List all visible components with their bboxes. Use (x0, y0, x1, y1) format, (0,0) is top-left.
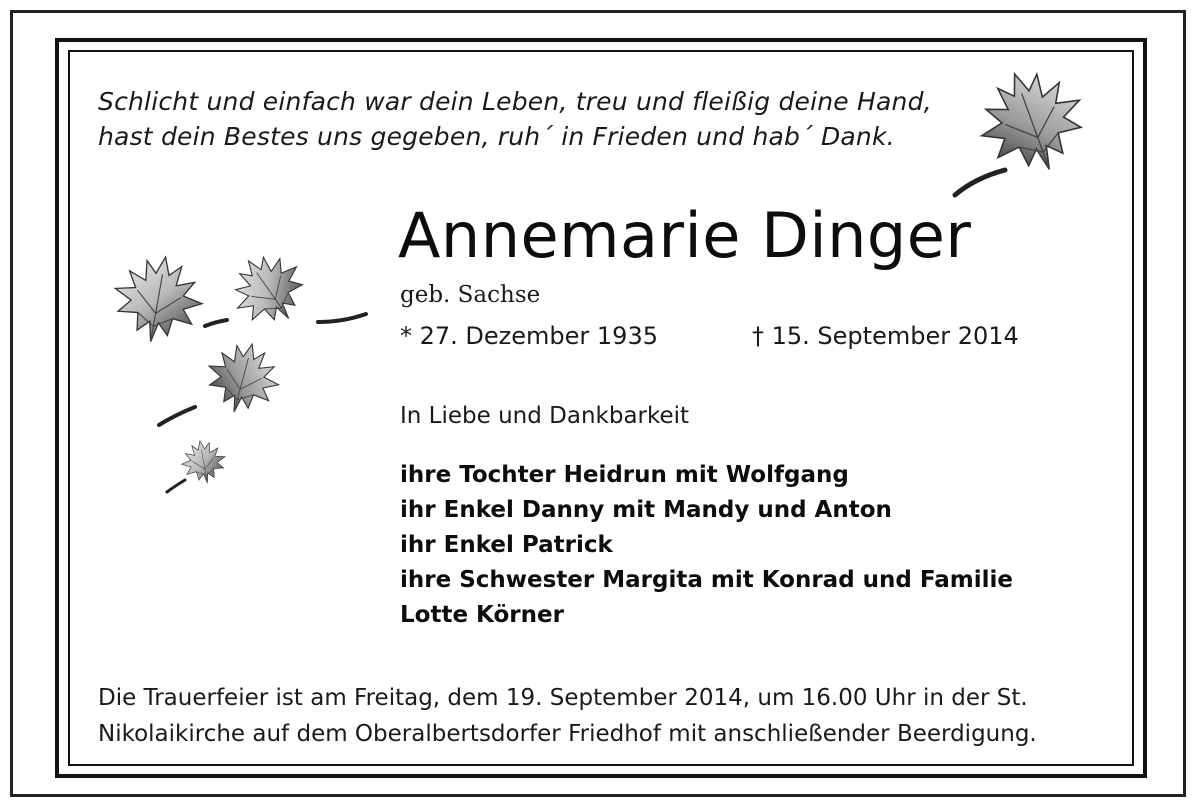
list-item: ihr Enkel Patrick (400, 532, 613, 558)
motto-line-2: hast dein Bestes uns gegeben, ruh´ in Frieden und hab´ Dank. (98, 122, 895, 151)
life-dates (400, 322, 1040, 350)
mourners-list (400, 458, 1013, 633)
motto-verse (98, 84, 932, 154)
ceremony-line-1: Die Trauerfeier ist am Freitag, dem 19. September 2014, um 16.00 Uhr in der St. (98, 685, 1028, 711)
maple-leaf-icon (163, 436, 238, 496)
maple-leaf-icon (218, 256, 368, 336)
list-item: Lotte Körner (400, 602, 564, 628)
maple-leaf-icon (155, 335, 310, 430)
dedication-line: In Liebe und Dankbarkeit (400, 403, 690, 429)
ceremony-line-2: Nikolaikirche auf dem Oberalbertsdorfer Friedhof mit anschließender Beerdigung. (98, 721, 1037, 747)
list-item: ihr Enkel Danny mit Mandy und Anton (400, 497, 892, 523)
motto-line-1: Schlicht und einfach war dein Leben, treu und fleißig deine Hand, (98, 87, 932, 116)
deceased-name: Annemarie Dinger (398, 199, 972, 272)
maple-leaf-icon (935, 60, 1115, 200)
maiden-name: geb. Sachse (400, 282, 541, 308)
list-item: ihre Schwester Margita mit Konrad und Familie (400, 567, 1013, 593)
ceremony-info (98, 680, 1108, 752)
death-date: † 15. September 2014 (752, 322, 1019, 350)
birth-date: * 27. Dezember 1935 (400, 322, 658, 350)
list-item: ihre Tochter Heidrun mit Wolfgang (400, 462, 849, 488)
